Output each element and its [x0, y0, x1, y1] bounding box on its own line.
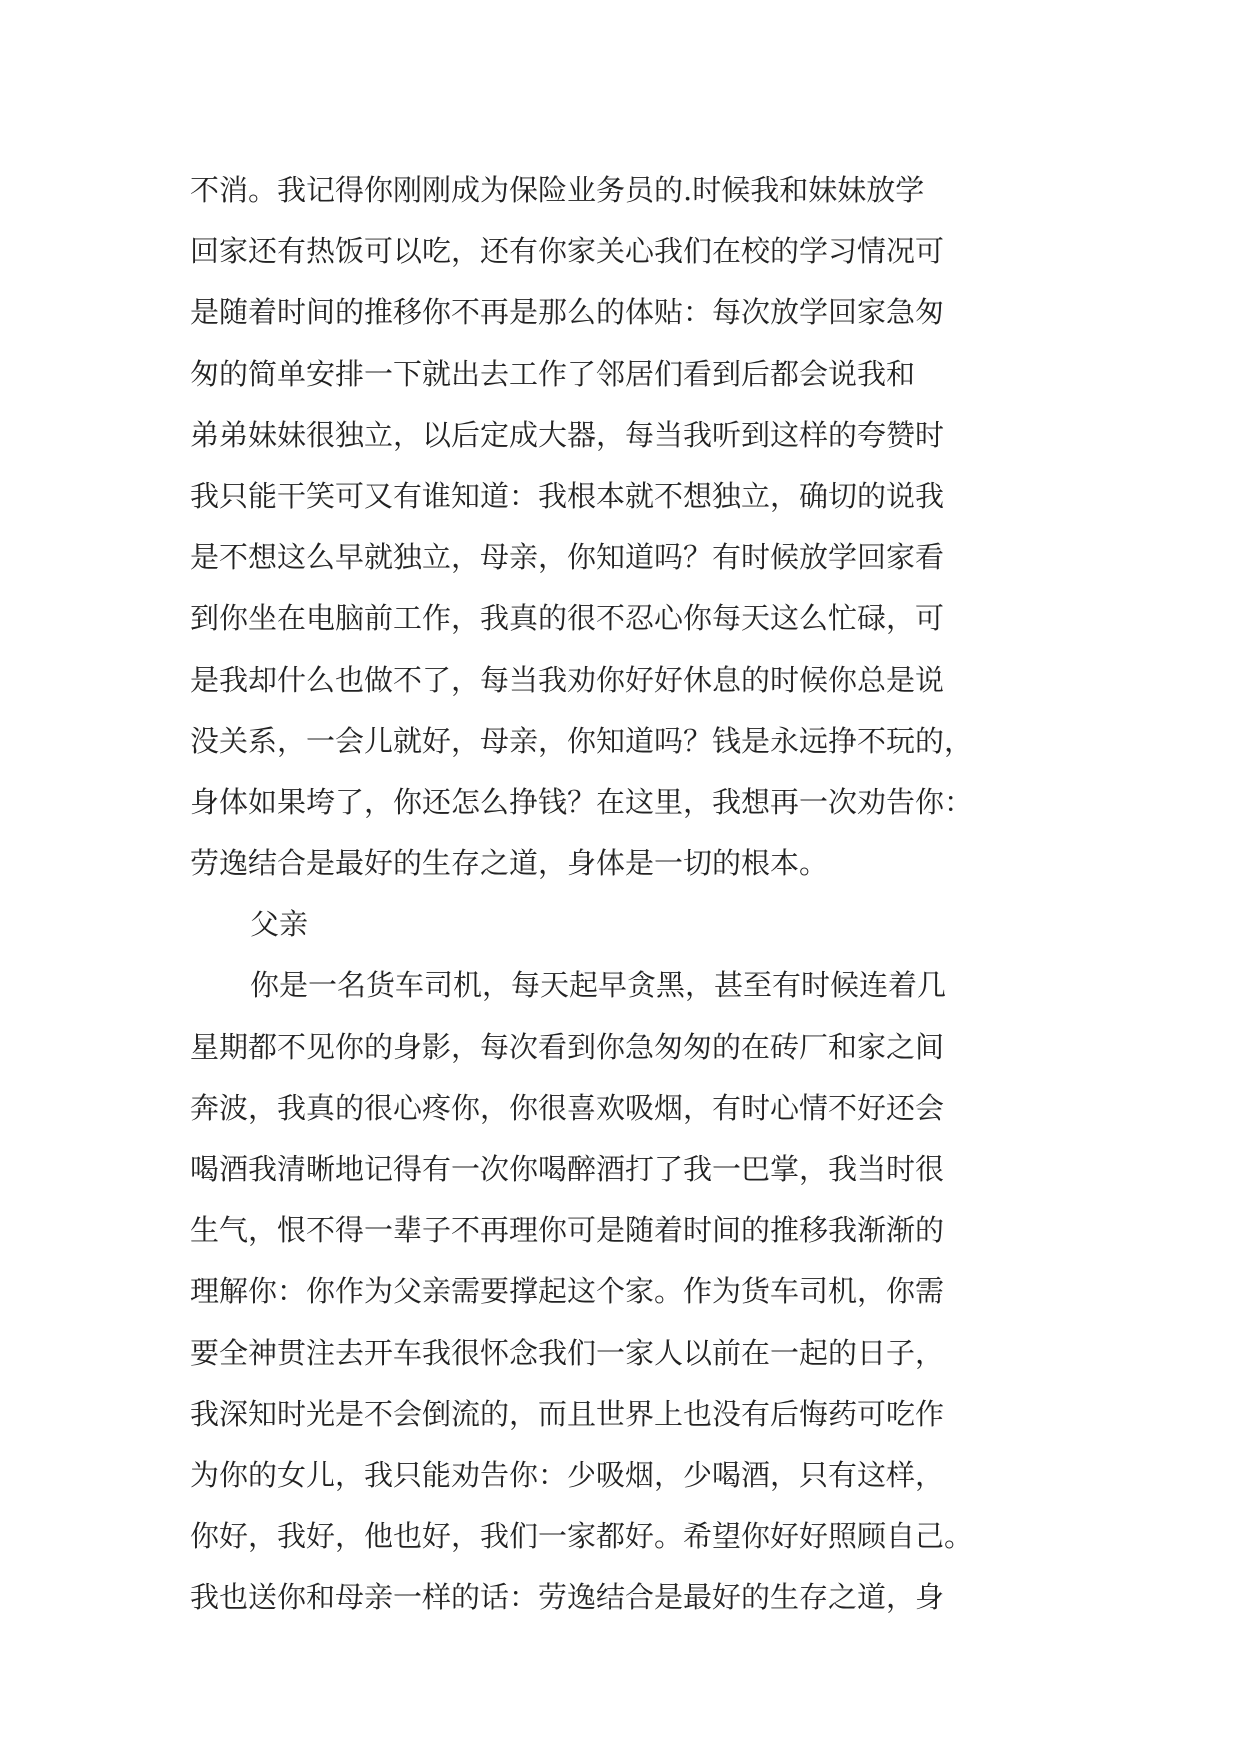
text-line: 我也送你和母亲一样的话：劳逸结合是最好的生存之道，身: [190, 1580, 945, 1615]
text-line: 奔波，我真的很心疼你，你很喜欢吸烟，有时心情不好还会: [190, 1090, 945, 1125]
text-line: 回家还有热饭可以吃，还有你家关心我们在校的学习情况可: [190, 234, 945, 269]
text-line: 劳逸结合是最好的生存之道，身体是一切的根本。: [190, 846, 829, 881]
text-line: 为你的女儿，我只能劝告你：少吸烟，少喝酒，只有这样，: [190, 1457, 945, 1492]
text-line: 你好，我好，他也好，我们一家都好。希望你好好照顾自己。: [190, 1519, 974, 1554]
text-line: 生气，恨不得一辈子不再理你可是随着时间的推移我渐渐的: [190, 1213, 945, 1248]
text-line: 到你坐在电脑前工作，我真的很不忍心你每天这么忙碌，可: [190, 601, 945, 636]
text-line: 理解你：你作为父亲需要撑起这个家。作为货车司机，你需: [190, 1274, 945, 1309]
text-line: 没关系，一会儿就好，母亲，你知道吗？钱是永远挣不玩的，: [190, 723, 974, 758]
text-line: 星期都不见你的身影，每次看到你急匆匆的在砖厂和家之间: [190, 1029, 945, 1064]
text-line: 你是一名货车司机，每天起早贪黑，甚至有时候连着几: [250, 968, 947, 1003]
section-heading: 父亲: [250, 907, 309, 942]
text-line: 我只能干笑可又有谁知道：我根本就不想独立，确切的说我: [190, 478, 945, 513]
text-line: 是随着时间的推移你不再是那么的体贴：每次放学回家急匆: [190, 295, 945, 330]
body-text: [190, 160, 1060, 1629]
text-line: 要全神贯注去开车我很怀念我们一家人以前在一起的日子，: [190, 1335, 945, 1370]
text-line: 我深知时光是不会倒流的，而且世界上也没有后悔药可吃作: [190, 1396, 945, 1431]
text-line: 喝酒我清晰地记得有一次你喝醉酒打了我一巴掌，我当时很: [190, 1152, 945, 1186]
text-line: 身体如果垮了，你还怎么挣钱？在这里，我想再一次劝告你：: [190, 784, 974, 819]
text-line: 是不想这么早就独立，母亲，你知道吗？有时候放学回家看: [190, 540, 945, 575]
text-line: 弟弟妹妹很独立，以后定成大器，每当我听到这样的夸赞时: [190, 417, 945, 452]
text-line: 是我却什么也做不了，每当我劝你好好休息的时候你总是说: [190, 662, 945, 697]
text-line: 不消。我记得你刚刚成为保险业务员的.时候我和妹妹放学: [190, 173, 925, 207]
text-line: 匆的简单安排一下就出去工作了邻居们看到后都会说我和: [190, 356, 916, 391]
